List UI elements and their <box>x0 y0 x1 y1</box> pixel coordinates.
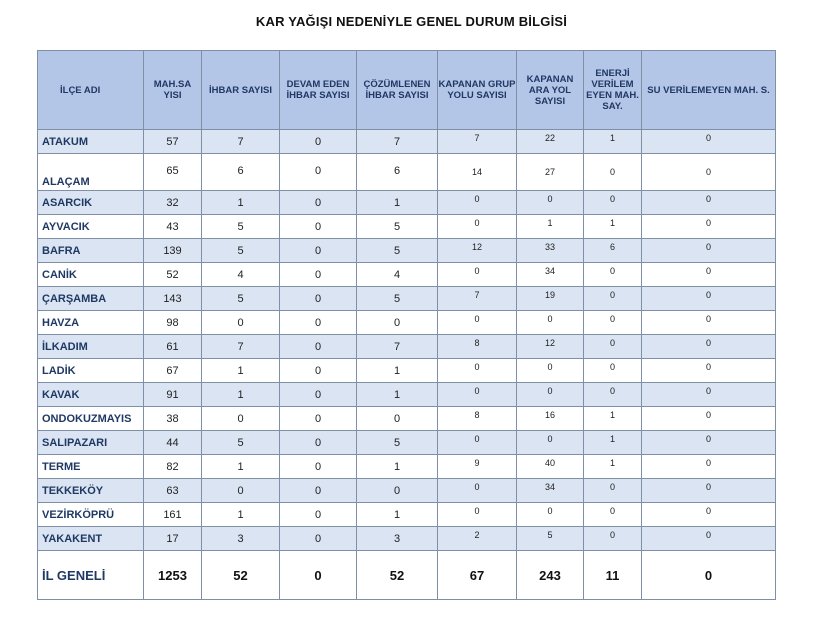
header-no-power-neighborhoods: ENERJİ VERİLEM EYEN MAH. SAY. <box>584 51 642 130</box>
total-label: İL GENELİ <box>38 551 144 600</box>
table-cell: 0 <box>280 431 357 455</box>
table-cell: 8 <box>438 407 517 431</box>
district-name: YAKAKENT <box>38 527 144 551</box>
table-cell: 82 <box>144 455 202 479</box>
table-cell: 0 <box>642 527 776 551</box>
table-cell: 0 <box>280 503 357 527</box>
table-cell: 7 <box>202 335 280 359</box>
table-cell: 0 <box>642 191 776 215</box>
total-row <box>38 551 776 600</box>
table-cell: 0 <box>642 455 776 479</box>
table-cell: 1 <box>517 215 584 239</box>
table-cell: 0 <box>584 154 642 191</box>
table-cell: 0 <box>517 503 584 527</box>
table-row <box>38 239 776 263</box>
table-cell: 0 <box>202 311 280 335</box>
table-cell: 0 <box>584 335 642 359</box>
total-cell: 243 <box>517 551 584 600</box>
total-cell: 52 <box>202 551 280 600</box>
table-cell: 38 <box>144 407 202 431</box>
table-cell: 5 <box>202 239 280 263</box>
table-cell: 0 <box>642 359 776 383</box>
table-cell: 0 <box>584 263 642 287</box>
table-cell: 52 <box>144 263 202 287</box>
table-cell: 0 <box>438 215 517 239</box>
table-cell: 6 <box>584 239 642 263</box>
table-cell: 0 <box>517 311 584 335</box>
district-name: ONDOKUZMAYIS <box>38 407 144 431</box>
table-cell: 0 <box>584 503 642 527</box>
district-name: KAVAK <box>38 383 144 407</box>
table-cell: 4 <box>202 263 280 287</box>
total-cell: 52 <box>357 551 438 600</box>
table-cell: 12 <box>438 239 517 263</box>
table-cell: 5 <box>202 215 280 239</box>
table-cell: 14 <box>438 154 517 191</box>
district-name: CANİK <box>38 263 144 287</box>
table-cell: 0 <box>438 383 517 407</box>
table-cell: 44 <box>144 431 202 455</box>
table-cell: 0 <box>642 215 776 239</box>
table-cell: 1 <box>584 407 642 431</box>
table-cell: 0 <box>438 311 517 335</box>
table-cell: 0 <box>584 479 642 503</box>
table-cell: 0 <box>438 191 517 215</box>
table-cell: 40 <box>517 455 584 479</box>
header-neighborhood-count: MAH.SA YISI <box>144 51 202 130</box>
table-cell: 0 <box>202 479 280 503</box>
table-cell: 0 <box>642 431 776 455</box>
table-cell: 5 <box>357 431 438 455</box>
table-cell: 1 <box>202 383 280 407</box>
table-cell: 0 <box>280 191 357 215</box>
table-row <box>38 215 776 239</box>
table-cell: 0 <box>280 455 357 479</box>
table-row <box>38 359 776 383</box>
table-cell: 22 <box>517 130 584 154</box>
table-cell: 0 <box>438 263 517 287</box>
table-cell: 27 <box>517 154 584 191</box>
header-report-count: İHBAR SAYISI <box>202 51 280 130</box>
table-cell: 0 <box>357 479 438 503</box>
table-row <box>38 431 776 455</box>
table-cell: 7 <box>357 130 438 154</box>
table-cell: 0 <box>280 383 357 407</box>
table-cell: 98 <box>144 311 202 335</box>
table-cell: 0 <box>642 407 776 431</box>
table-cell: 0 <box>280 311 357 335</box>
header-row <box>38 51 776 130</box>
table-row <box>38 503 776 527</box>
table-cell: 16 <box>517 407 584 431</box>
table-cell: 139 <box>144 239 202 263</box>
table-cell: 32 <box>144 191 202 215</box>
district-name: AYVACIK <box>38 215 144 239</box>
header-district: İLÇE ADI <box>38 51 144 130</box>
table-cell: 0 <box>584 383 642 407</box>
table-cell: 6 <box>202 154 280 191</box>
table-cell: 0 <box>357 311 438 335</box>
table-cell: 0 <box>357 407 438 431</box>
table-cell: 7 <box>357 335 438 359</box>
total-cell: 1253 <box>144 551 202 600</box>
table-row <box>38 479 776 503</box>
table-cell: 9 <box>438 455 517 479</box>
table-cell: 0 <box>202 407 280 431</box>
table-cell: 5 <box>357 287 438 311</box>
table-row <box>38 335 776 359</box>
table-cell: 8 <box>438 335 517 359</box>
table-cell: 5 <box>202 287 280 311</box>
table-cell: 1 <box>584 215 642 239</box>
table-cell: 0 <box>517 191 584 215</box>
table-cell: 0 <box>584 311 642 335</box>
table-cell: 5 <box>357 215 438 239</box>
total-cell: 0 <box>280 551 357 600</box>
document-title: KAR YAĞIŞI NEDENİYLE GENEL DURUM BİLGİSİ <box>255 14 568 29</box>
table-cell: 19 <box>517 287 584 311</box>
table-cell: 0 <box>280 215 357 239</box>
district-name: BAFRA <box>38 239 144 263</box>
table-cell: 3 <box>202 527 280 551</box>
table-row <box>38 154 776 191</box>
table-cell: 1 <box>357 191 438 215</box>
table-cell: 1 <box>357 455 438 479</box>
table-cell: 57 <box>144 130 202 154</box>
table-cell: 5 <box>517 527 584 551</box>
table-cell: 6 <box>357 154 438 191</box>
table-row <box>38 383 776 407</box>
table-cell: 63 <box>144 479 202 503</box>
table-cell: 12 <box>517 335 584 359</box>
table-cell: 7 <box>438 130 517 154</box>
table-row <box>38 527 776 551</box>
table-cell: 0 <box>280 335 357 359</box>
table-cell: 0 <box>642 479 776 503</box>
table-cell: 1 <box>584 455 642 479</box>
table-cell: 65 <box>144 154 202 191</box>
table-cell: 4 <box>357 263 438 287</box>
district-name: HAVZA <box>38 311 144 335</box>
table-cell: 34 <box>517 479 584 503</box>
table-cell: 1 <box>202 191 280 215</box>
district-name: SALIPAZARI <box>38 431 144 455</box>
district-name: ÇARŞAMBA <box>38 287 144 311</box>
table-row <box>38 455 776 479</box>
table-cell: 0 <box>642 154 776 191</box>
table-cell: 7 <box>202 130 280 154</box>
table-cell: 1 <box>357 383 438 407</box>
table-cell: 161 <box>144 503 202 527</box>
table-row <box>38 311 776 335</box>
table-cell: 91 <box>144 383 202 407</box>
table-cell: 1 <box>202 455 280 479</box>
table-cell: 67 <box>144 359 202 383</box>
header-resolved-reports: ÇÖZÜMLENEN İHBAR SAYISI <box>357 51 438 130</box>
table-cell: 0 <box>642 239 776 263</box>
total-cell: 11 <box>584 551 642 600</box>
table-cell: 34 <box>517 263 584 287</box>
table-cell: 5 <box>357 239 438 263</box>
table-cell: 0 <box>280 263 357 287</box>
table-cell: 0 <box>517 359 584 383</box>
table-row <box>38 130 776 154</box>
table-cell: 0 <box>280 239 357 263</box>
table-cell: 0 <box>642 287 776 311</box>
table-cell: 33 <box>517 239 584 263</box>
table-cell: 0 <box>280 359 357 383</box>
district-name: VEZİRKÖPRÜ <box>38 503 144 527</box>
table-cell: 61 <box>144 335 202 359</box>
table-cell: 43 <box>144 215 202 239</box>
table-cell: 1 <box>584 431 642 455</box>
table-row <box>38 191 776 215</box>
status-table <box>37 50 776 600</box>
district-name: TERME <box>38 455 144 479</box>
header-no-water-neighborhoods: SU VERİLEMEYEN MAH. S. <box>642 51 776 130</box>
table-cell: 0 <box>517 431 584 455</box>
table-cell: 1 <box>202 503 280 527</box>
table-cell: 17 <box>144 527 202 551</box>
table-cell: 0 <box>584 287 642 311</box>
table-cell: 0 <box>584 191 642 215</box>
table-cell: 0 <box>438 503 517 527</box>
district-name: LADİK <box>38 359 144 383</box>
table-cell: 0 <box>438 359 517 383</box>
total-cell: 67 <box>438 551 517 600</box>
table-cell: 0 <box>280 287 357 311</box>
district-name: TEKKEKÖY <box>38 479 144 503</box>
table-cell: 0 <box>642 383 776 407</box>
table-cell: 0 <box>642 263 776 287</box>
table-cell: 1 <box>584 130 642 154</box>
header-ongoing-reports: DEVAM EDEN İHBAR SAYISI <box>280 51 357 130</box>
table-cell: 1 <box>357 359 438 383</box>
district-name: ALAÇAM <box>38 154 144 191</box>
table-cell: 0 <box>280 154 357 191</box>
table-cell: 0 <box>517 383 584 407</box>
table-cell: 0 <box>642 130 776 154</box>
table-cell: 0 <box>584 527 642 551</box>
table-cell: 0 <box>280 130 357 154</box>
table-cell: 0 <box>642 311 776 335</box>
table-cell: 143 <box>144 287 202 311</box>
table-row <box>38 263 776 287</box>
table-cell: 0 <box>280 527 357 551</box>
header-closed-group-roads: KAPANAN GRUP YOLU SAYISI <box>438 51 517 130</box>
table-cell: 1 <box>202 359 280 383</box>
table-cell: 2 <box>438 527 517 551</box>
table-cell: 0 <box>438 479 517 503</box>
table-cell: 0 <box>280 407 357 431</box>
header-closed-side-roads: KAPANAN ARA YOL SAYISI <box>517 51 584 130</box>
total-cell: 0 <box>642 551 776 600</box>
table-cell: 0 <box>642 503 776 527</box>
table-cell: 5 <box>202 431 280 455</box>
table-cell: 3 <box>357 527 438 551</box>
table-cell: 0 <box>438 431 517 455</box>
table-cell: 0 <box>642 335 776 359</box>
table-cell: 0 <box>584 359 642 383</box>
table-cell: 0 <box>280 479 357 503</box>
table-cell: 1 <box>357 503 438 527</box>
table-row <box>38 287 776 311</box>
table-cell: 7 <box>438 287 517 311</box>
district-name: ASARCIK <box>38 191 144 215</box>
table-row <box>38 407 776 431</box>
district-name: İLKADIM <box>38 335 144 359</box>
district-name: ATAKUM <box>38 130 144 154</box>
